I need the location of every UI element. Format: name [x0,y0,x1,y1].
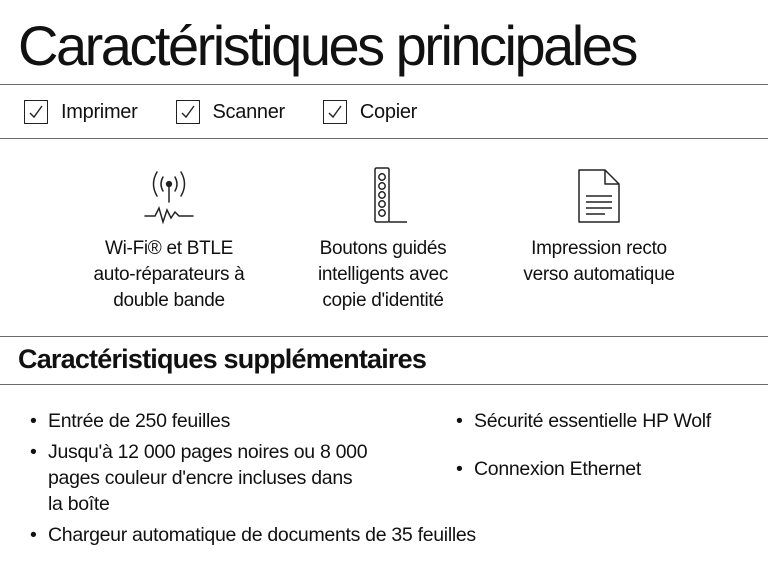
section-title: Caractéristiques supplémentaires [18,344,427,374]
checkbox-checked-icon [176,100,200,124]
feature-line: double bande [113,290,225,311]
list-item [26,439,476,517]
function-copy [323,100,417,124]
function-label: Copier [359,100,418,123]
function-label: Imprimer [61,100,138,123]
checkbox-checked-icon [24,100,48,124]
feature-line: verso automatique [523,264,675,285]
function-label: Scanner [212,100,285,123]
feature-guided-buttons [268,164,498,314]
feature-line: Impression recto [531,238,667,259]
divider [0,84,768,85]
divider [0,384,768,385]
list-item-line: • Connexion Ethernet [474,458,641,480]
feature-line: Wi-Fi® et BTLE [104,238,234,259]
feature-wifi [54,164,284,314]
list-item-line: • Jusqu'à 12 000 pages noires ou 8 000 [48,441,368,463]
feature-line: Boutons guidés [319,238,447,259]
function-scan [176,100,285,124]
feature-line: auto-réparateurs à [93,264,245,285]
list-item-line: • Sécurité essentielle HP Wolf [474,410,711,432]
additional-list-left [26,408,476,553]
functions-list [24,98,455,126]
guided-buttons-icon [268,164,498,232]
list-item-line: pages couleur d'encre incluses dans [48,467,353,489]
function-print [24,100,138,124]
wifi-signal-icon [54,164,284,232]
list-item-line: la boîte [48,493,110,515]
duplex-document-icon [484,164,714,232]
list-item [452,456,711,482]
list-item-line: • Entrée de 250 feuilles [48,410,231,432]
list-item [452,408,711,434]
list-item-line: • Chargeur automatique de documents de 35 feuilles [48,524,476,546]
feature-line: copie d'identité [322,290,444,311]
list-item [26,408,476,434]
page-title: Caractéristiques principales [18,14,636,77]
list-item [26,522,476,548]
divider [0,138,768,139]
divider [0,336,768,337]
feature-duplex [484,164,714,288]
checkbox-checked-icon [323,100,347,124]
additional-list-right [452,408,711,487]
feature-line: intelligents avec [317,264,449,285]
